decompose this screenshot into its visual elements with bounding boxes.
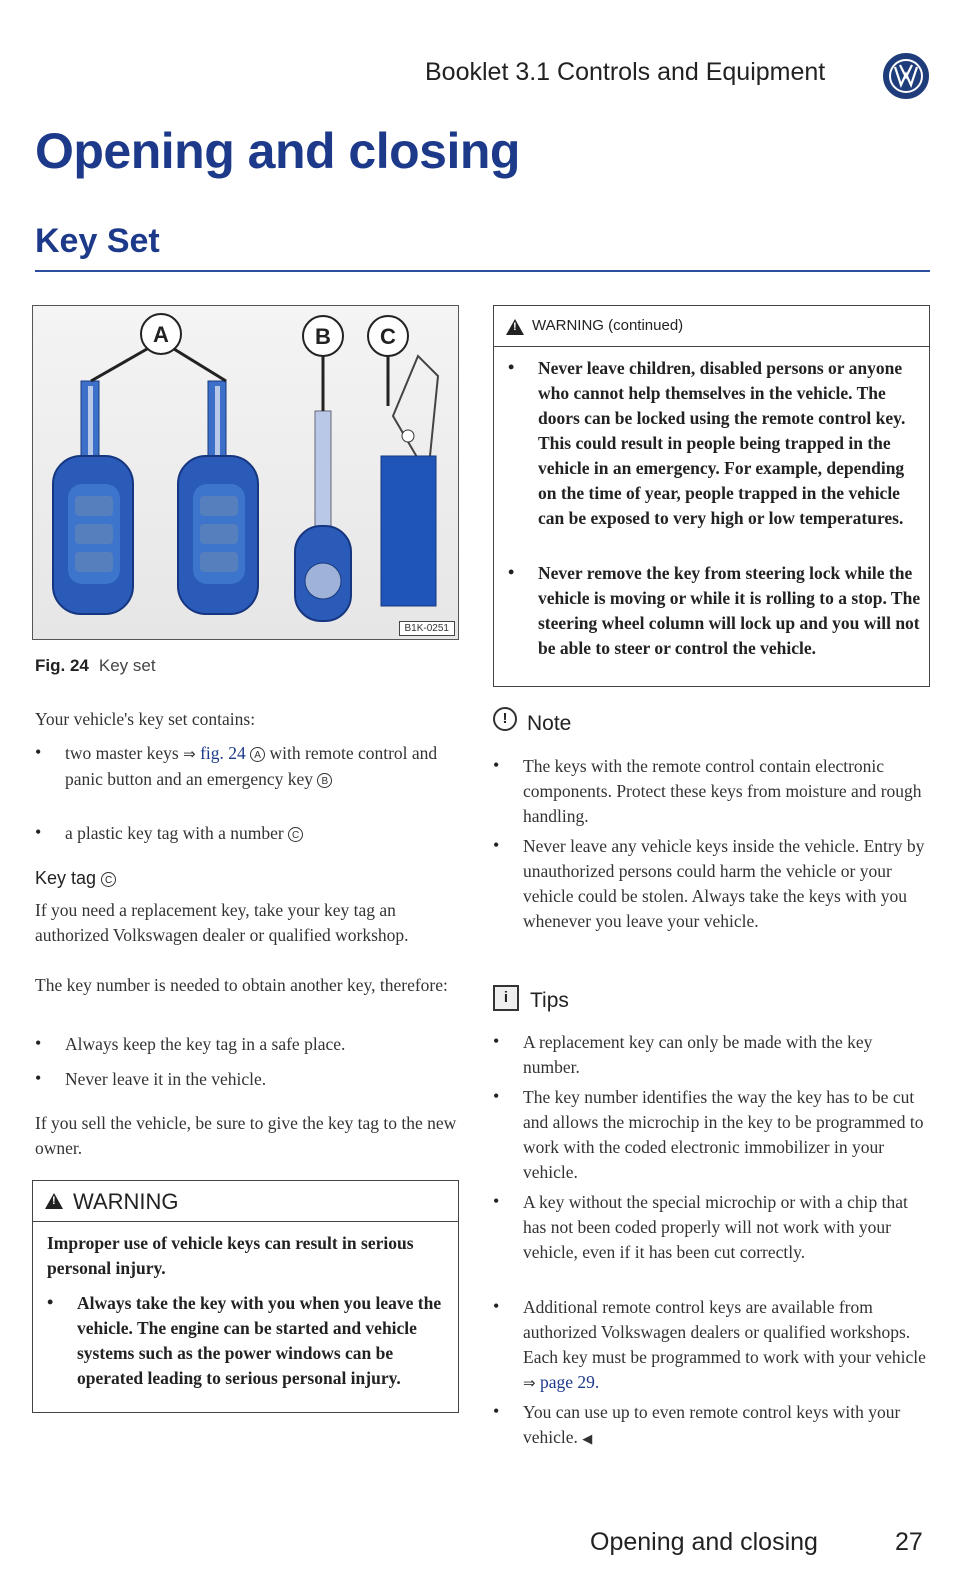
warning-box (32, 1180, 459, 1413)
warning-list-item: • Never remove the key from steering lock while the vehicle is moving or while it is rolling to a stop. The steering wheel column will lock up and you will not be able to steer or control the vehicle. (538, 561, 923, 661)
callout-c (368, 316, 408, 356)
warning-list-item: • Never leave children, disabled persons or anyone who cannot help themselves in the vehicle. The doors can be locked using the remote control key. This could result in people being trapped in the vehicle in an emergency. For example, depending on the time of year, people trapped in the vehicle can be exposed to very high or low temperatures. (538, 356, 923, 531)
page-link[interactable]: page 29. (539, 1372, 600, 1392)
warning-continued-box (493, 305, 930, 687)
callout-c-label: C (380, 324, 396, 349)
warning-triangle-icon (506, 319, 524, 335)
callout-a (141, 314, 181, 354)
warning-text: Improper use of vehicle keys can result in serious personal injury. (47, 1233, 414, 1278)
tips-list-item: • The key number identifies the way the key has to be cut and allows the microchip in the key to be programmed to work with the coded electronic immobilizer in your vehicle. (523, 1085, 928, 1185)
figure-caption (35, 656, 156, 676)
tips-list-item: • A key without the special microchip or with a chip that has not been coded properly will not work with your vehicle, even if it has been cut correctly. (523, 1190, 928, 1265)
paragraph: If you need a replacement key, take your key tag an authorized Volkswagen dealer or qualified workshop. (35, 900, 409, 945)
note-info-icon: ! (493, 707, 517, 731)
page-title: Opening and closing (35, 123, 520, 179)
paragraph: If you sell the vehicle, be sure to give the key tag to the new owner. (35, 1113, 457, 1158)
list-item: • Never leave it in the vehicle. (65, 1067, 460, 1092)
tips-list-item: • You can use up to even remote control keys with your vehicle. ◀ (523, 1400, 928, 1452)
warning-continued-heading: WARNING (continued) (532, 317, 684, 334)
tips-info-icon: i (493, 985, 519, 1011)
list-item: • two master keys ⇒ fig. 24 A with remote control and panic button and an emergency key B (65, 741, 460, 792)
warning-triangle-icon (45, 1193, 63, 1209)
list-item: • Always keep the key tag in a safe place. (65, 1032, 460, 1057)
warning-header (33, 1181, 458, 1222)
tips-heading: Tips (530, 989, 569, 1012)
tips-list-item: • Additional remote control keys are available from authorized Volkswagen dealers or qualified workshops. Each key must be programmed to work with your vehicle ⇒ page 29. (523, 1295, 928, 1396)
figure-caption-text: Key set (98, 656, 156, 675)
intro-text: Your vehicle's key set contains: (35, 709, 256, 729)
note-list-item: • Never leave any vehicle keys inside the vehicle. Entry by unauthorized persons could harm the vehicle or your vehicle could be stolen. Always take the keys with you whenever you leave your vehicle. (523, 834, 928, 934)
section-title: Key Set (35, 222, 160, 260)
booklet-header: Booklet 3.1 Controls and Equipment (425, 58, 826, 86)
tips-list-item: • A replacement key can only be made with the key number. (523, 1030, 928, 1080)
note-list-item: • The keys with the remote control contain electronic components. Protect these keys from moisture and rough handling. (523, 754, 928, 829)
master-key-2-image (178, 381, 258, 614)
paragraph: The key number is needed to obtain another key, therefore: (35, 975, 448, 995)
callout-b (303, 316, 343, 356)
title-rule (35, 270, 930, 272)
list-item: • a plastic key tag with a number C (65, 821, 460, 846)
page-number: 27 (895, 1528, 923, 1556)
vw-logo-icon (883, 53, 929, 99)
warning-list-item: • Always take the key with you when you leave the vehicle. The engine can be started and vehicle systems such as the power windows can be operated leading to serious personal injury. (77, 1291, 452, 1391)
master-key-1-image (53, 381, 133, 614)
callout-b-label: B (315, 324, 331, 349)
warning-heading: WARNING (73, 1189, 179, 1214)
warning-continued-header (494, 306, 929, 347)
key-set-figure (32, 305, 459, 640)
figure-link[interactable]: fig. 24 (200, 743, 246, 763)
key-tag-heading: Key tag C (35, 868, 116, 889)
figure-code: B1K-0251 (399, 621, 455, 636)
key-tag-image (381, 356, 438, 606)
figure-number: Fig. 24 (35, 656, 89, 675)
footer-section-title: Opening and closing (590, 1528, 818, 1556)
emergency-key-image (295, 411, 351, 621)
callout-a-label: A (153, 322, 169, 347)
note-heading: Note (527, 712, 572, 735)
